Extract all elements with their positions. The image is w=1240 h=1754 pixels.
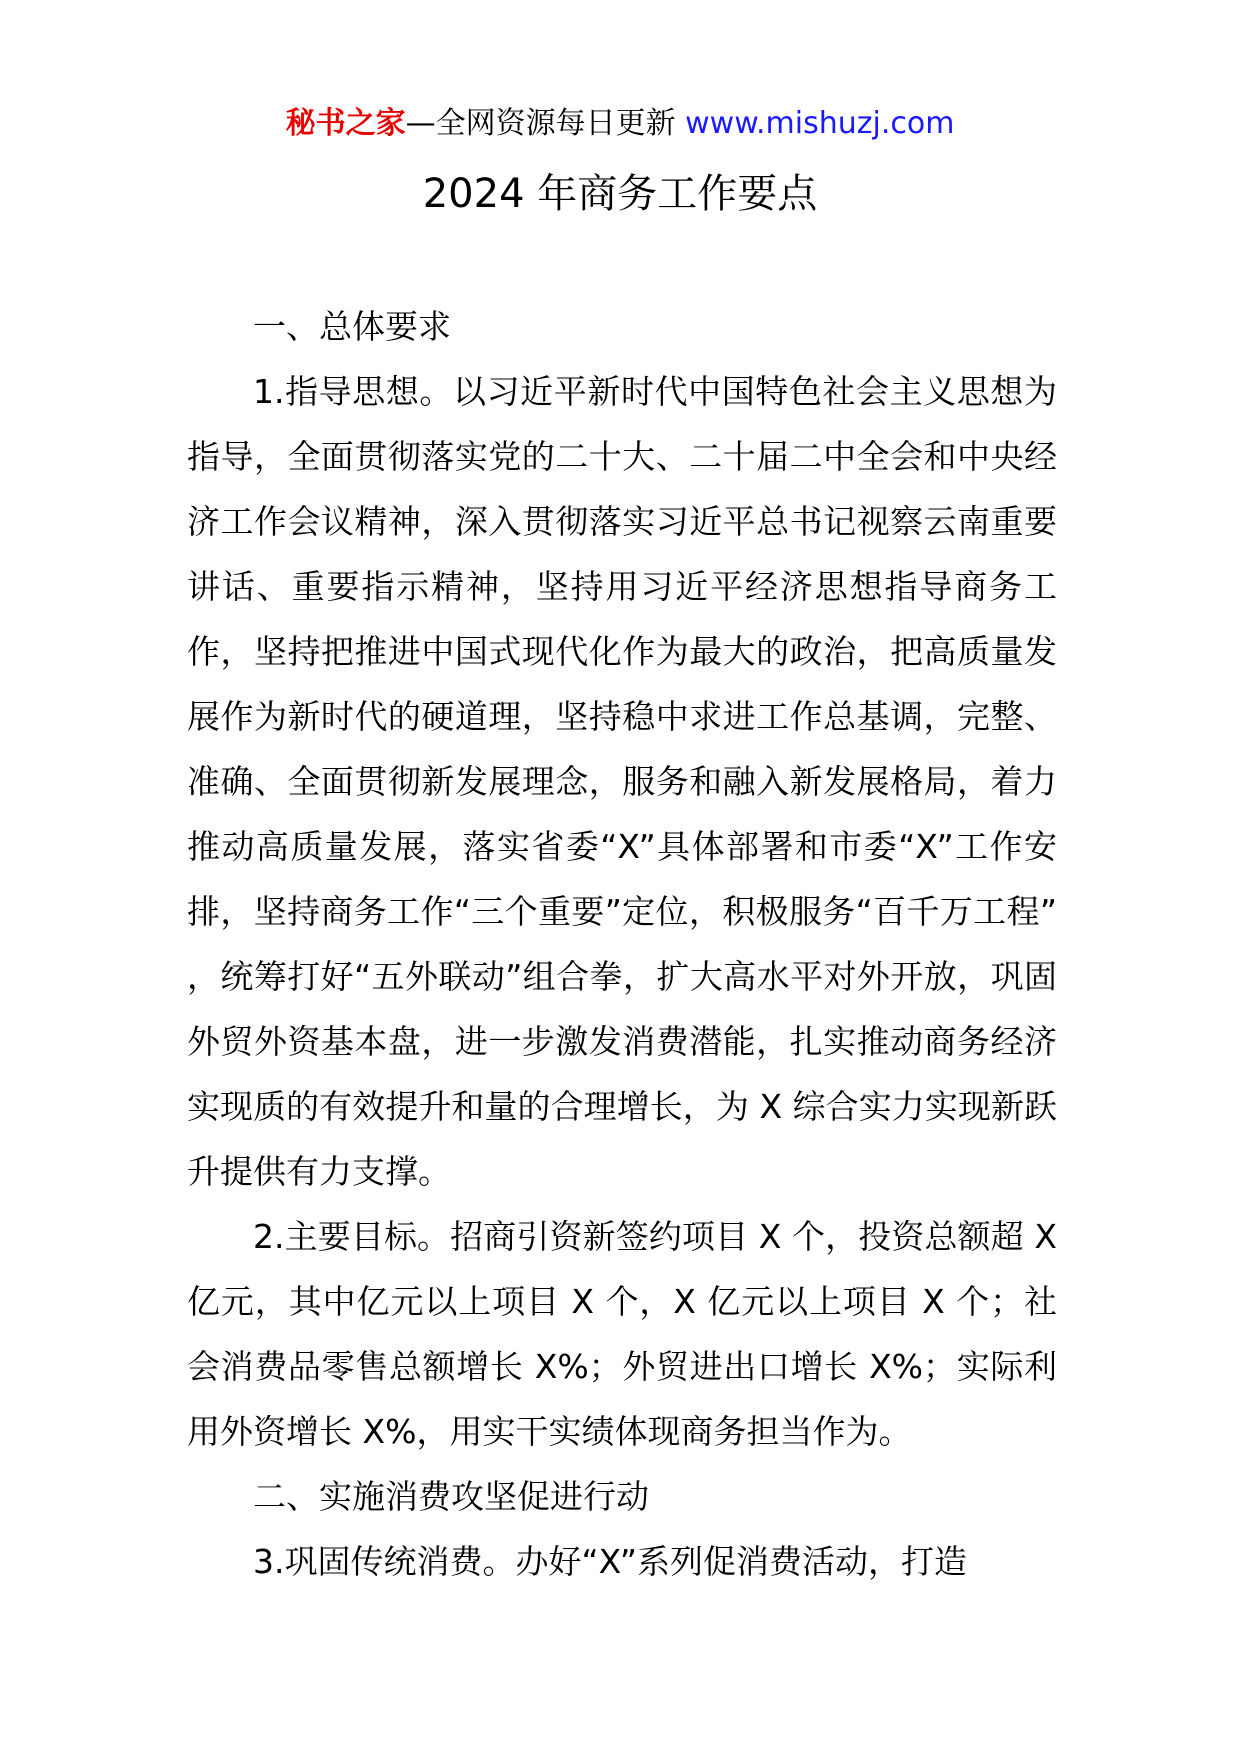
paragraph-main-targets: 2.主要目标。招商引资新签约项目 X 个，投资总额超 X 亿元，其中亿元以上项目 X 个，X 亿元以上项目 X 个；社会消费品零售总额增长 X%；外贸进出口增长 X%；实际利用外资增长 X%，用实干实绩体现商务担当作为。 — [187, 1217, 1057, 1451]
site-url[interactable]: www.mishuzj.com — [685, 106, 955, 141]
paragraph-guiding-thought: 1.指导思想。以习近平新时代中国特色社会主义思想为指导，全面贯彻落实党的二十大、二十届二中全会和中央经济工作会议精神，深入贯彻落实习近平总书记视察云南重要讲话、重要指示精神，坚持用习近平经济思想指导商务工作，坚持把推进中国式现代化作为最大的政治，把高质量发展作为新时代的硬道理，坚持稳中求进工作总基调，完整、准确、全面贯彻新发展理念，服务和融入新发展格局，着力推动高质量发展，落实省委“X”具体部署和市委“X”工作安排，坚持商务工作“三个重要”定位，积极服务“百千万工程” ，统筹打好“五外联动”组合拳，扩大高水平对外开放，巩固外贸外资基本盘，进一步激发消费潜能，扎实推动商务经济实现质的有效提升和量的合理增长，为 X 综合实力实现新跃升提供有力支撑。 — [187, 372, 1057, 1191]
site-header — [0, 102, 1240, 146]
section-heading-2: 二、实施消费攻坚促进行动 — [253, 1477, 649, 1516]
document-body — [187, 294, 1057, 1594]
brand-name: 秘书之家 — [285, 106, 406, 141]
section-heading-1: 一、总体要求 — [253, 307, 451, 346]
document-title: 2024 年商务工作要点 — [422, 171, 818, 217]
header-tagline: —全网资源每日更新 — [405, 106, 686, 141]
paragraph-traditional-consumption: 3.巩固传统消费。办好“X”系列促消费活动，打造 — [253, 1542, 967, 1581]
